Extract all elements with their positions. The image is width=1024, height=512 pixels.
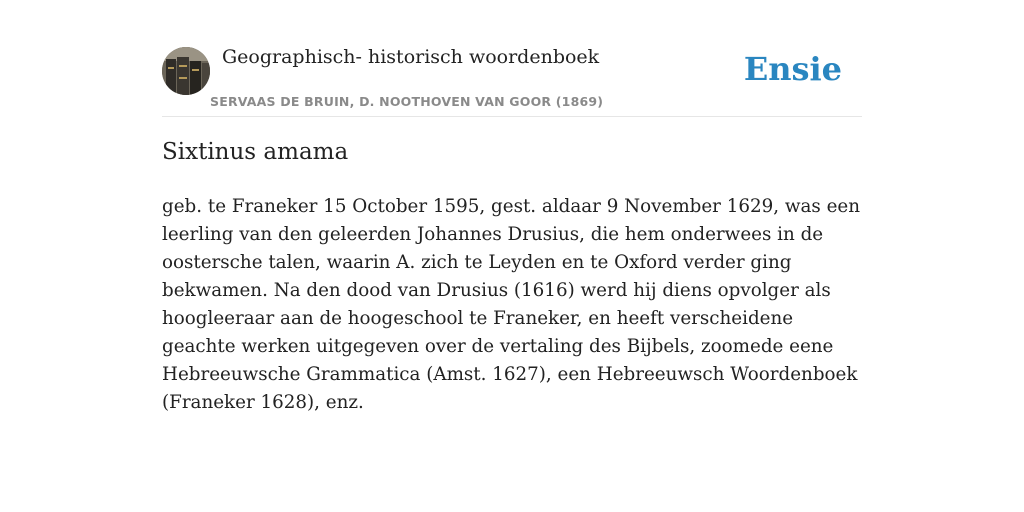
book-author-year: SERVAAS DE BRUIN, D. NOOTHOVEN VAN GOOR (1869) xyxy=(210,94,604,109)
book-title[interactable]: Geographisch- historisch woordenboek xyxy=(222,46,600,68)
entry-title: Sixtinus amama xyxy=(162,139,349,165)
entry-body: geb. te Franeker 15 October 1595, gest. aldaar 9 November 1629, was een leerling van den geleerden Johannes Drusius, die hem onderwees in de oostersche talen, waarin A. zich te Leyden en te Oxford verder ging bekwamen. Na den dood van Drusius (1616) werd hij diens opvolger als hoogleeraar aan de hoogeschool te Franeker, en heeft verscheidene geachte werken uitgegeven over de vertaling des Bijbels, zoomede eene Hebreeuwsche Grammatica (Amst. 1627), een Hebreeuwsch Woordenboek (Franeker 1628), enz. xyxy=(162,196,861,413)
ensie-logo-link[interactable]: Ensie xyxy=(743,50,842,88)
header xyxy=(162,44,862,117)
book-spines-icon[interactable] xyxy=(162,47,210,95)
